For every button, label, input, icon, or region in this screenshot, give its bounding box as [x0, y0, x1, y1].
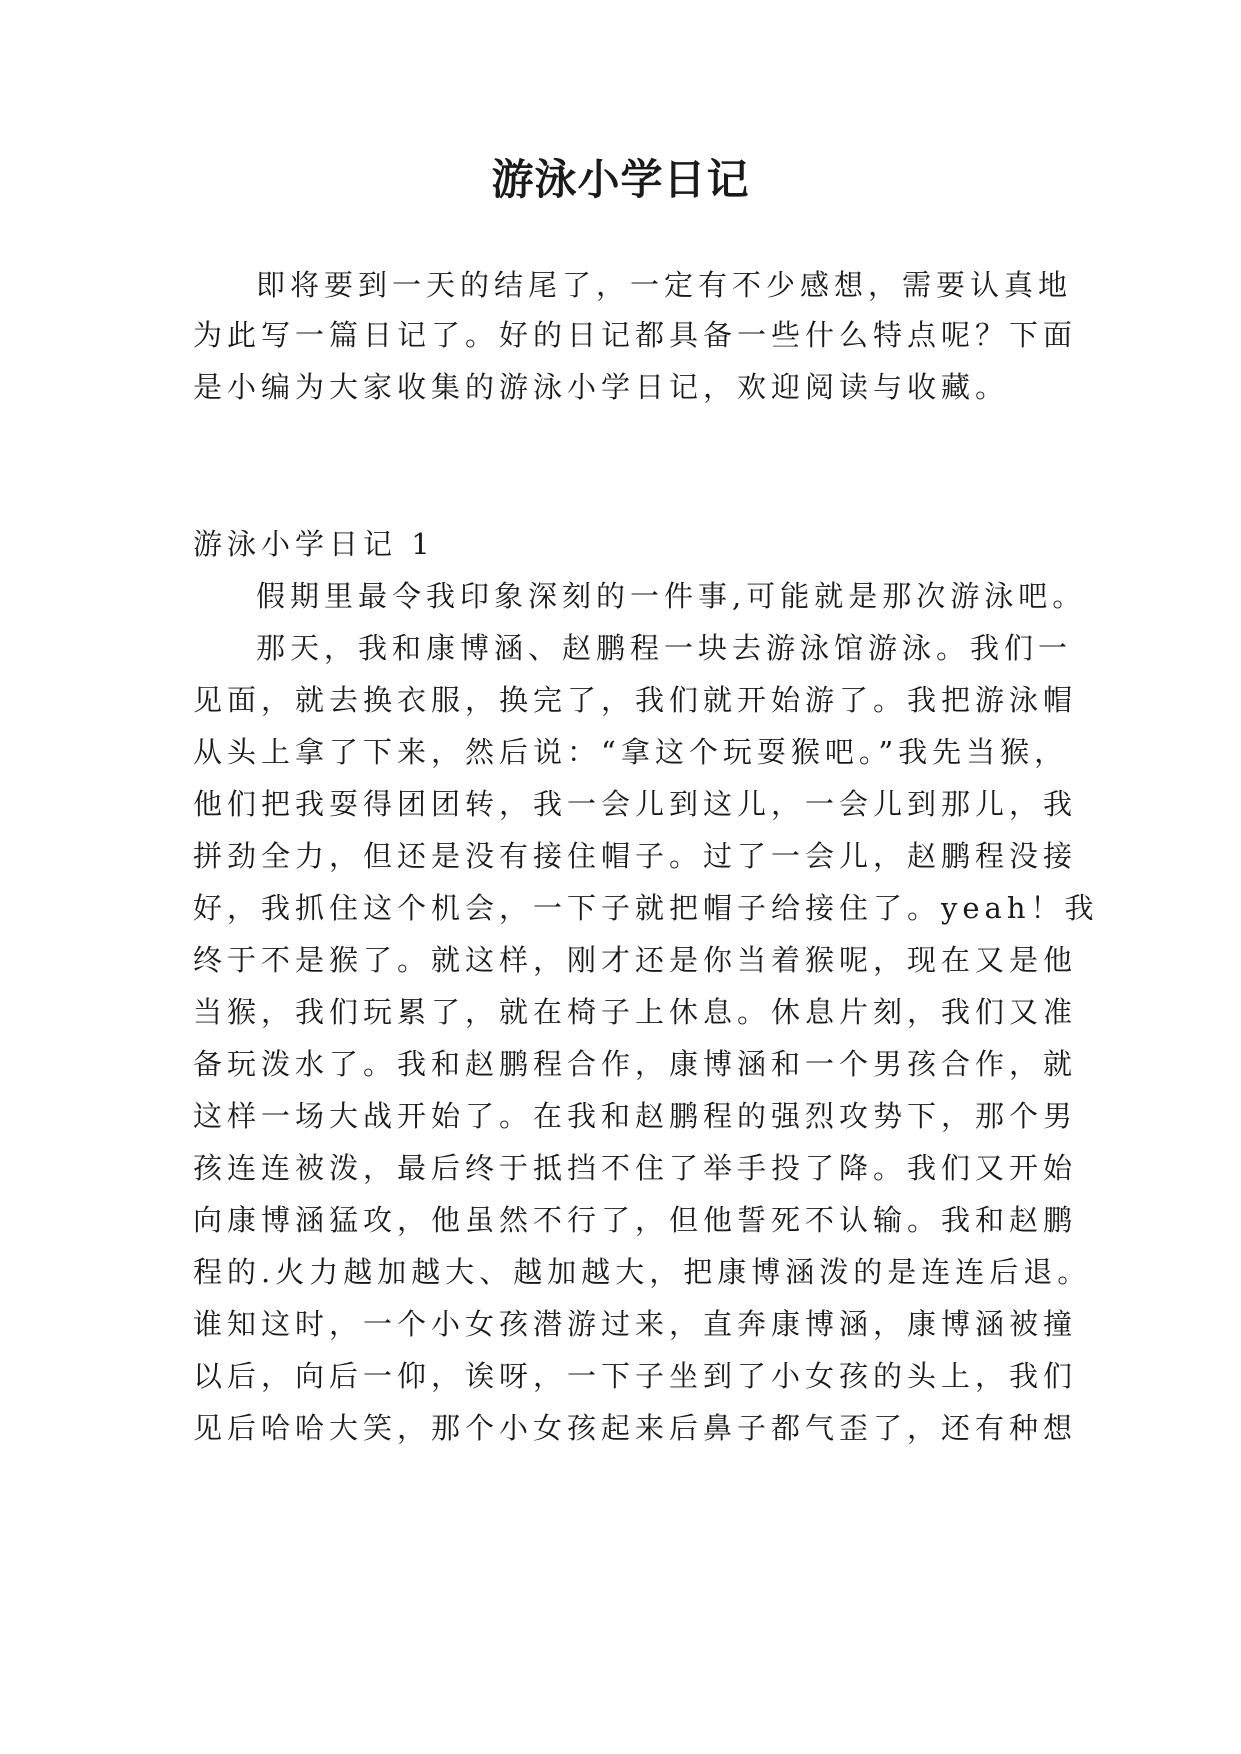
paragraph-line: 孩连连被泼，最后终于抵挡不住了举手投了降。我们又开始 [193, 1151, 1078, 1185]
intro-line: 是小编为大家收集的游泳小学日记，欢迎阅读与收藏。 [193, 370, 1010, 404]
paragraph-line: 程的.火力越加越大、越加越大，把康博涵泼的是连连后退。 [193, 1255, 1092, 1289]
paragraph-line: 假期里最令我印象深刻的一件事,可能就是那次游泳吧。 [256, 579, 1087, 613]
section-heading: 游泳小学日记 1 [193, 527, 435, 561]
intro-line: 即将要到一天的结尾了，一定有不少感想，需要认真地 [256, 268, 1073, 302]
paragraph-line: 好，我抓住这个机会，一下子就把帽子给接住了。yeah！我 [193, 891, 1099, 925]
paragraph-line: 终于不是猴了。就这样，刚才还是你当着猴呢，现在又是他 [193, 943, 1078, 977]
paragraph-line: 当猴，我们玩累了，就在椅子上休息。休息片刻，我们又准 [193, 995, 1078, 1029]
paragraph-line: 见面，就去换衣服，换完了，我们就开始游了。我把游泳帽 [193, 683, 1078, 717]
document-title: 游泳小学日记 [491, 155, 750, 204]
paragraph-line: 向康博涵猛攻，他虽然不行了，但他誓死不认输。我和赵鹏 [193, 1203, 1078, 1237]
paragraph-line: 谁知这时，一个小女孩潜游过来，直奔康博涵，康博涵被撞 [193, 1307, 1078, 1341]
paragraph-line: 拼劲全力，但还是没有接住帽子。过了一会儿，赵鹏程没接 [193, 839, 1078, 873]
paragraph-line: 备玩泼水了。我和赵鹏程合作，康博涵和一个男孩合作，就 [193, 1047, 1078, 1081]
intro-line: 为此写一篇日记了。好的日记都具备一些什么特点呢？下面 [193, 318, 1078, 352]
paragraph-line: 这样一场大战开始了。在我和赵鹏程的强烈攻势下，那个男 [193, 1099, 1078, 1133]
paragraph-line: 那天，我和康博涵、赵鹏程一块去游泳馆游泳。我们一 [256, 631, 1073, 665]
paragraph-line: 以后，向后一仰，诶呀，一下子坐到了小女孩的头上，我们 [193, 1359, 1078, 1393]
paragraph-line: 他们把我耍得团团转，我一会儿到这儿，一会儿到那儿，我 [193, 787, 1078, 821]
paragraph-line: 从头上拿了下来，然后说：“拿这个玩耍猴吧。”我先当猴， [193, 735, 1069, 769]
paragraph-line: 见后哈哈大笑，那个小女孩起来后鼻子都气歪了，还有种想 [193, 1411, 1078, 1445]
